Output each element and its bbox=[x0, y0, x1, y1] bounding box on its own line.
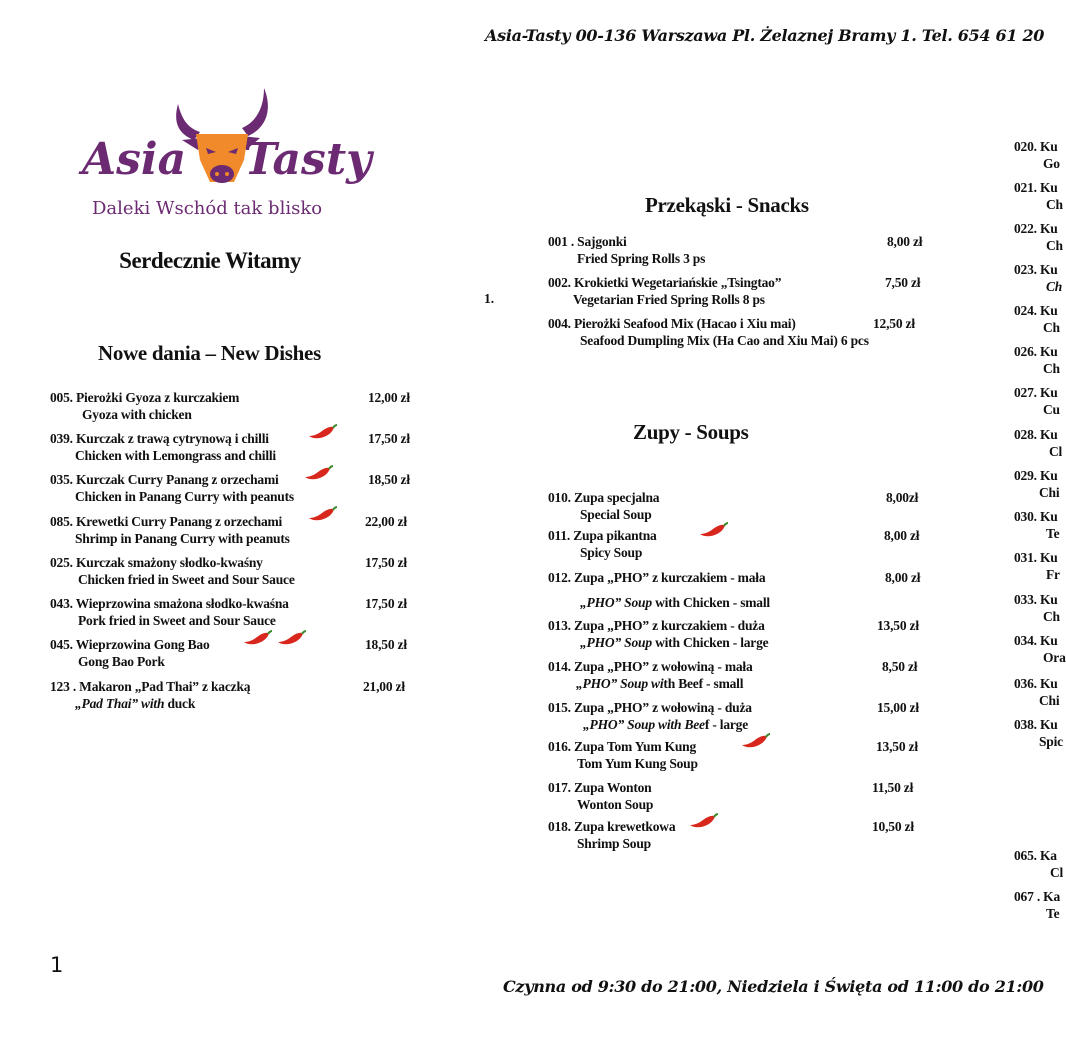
chili-pepper-icon bbox=[689, 813, 719, 831]
list-item: 017. Zupa Wonton Wonton Soup bbox=[548, 780, 654, 812]
item-price: 22,00 zł bbox=[365, 514, 407, 529]
list-item: 026. Ku Ch bbox=[1014, 344, 1060, 376]
list-item: 030. Ku Te bbox=[1014, 509, 1060, 541]
item-price: 8,00 zł bbox=[887, 234, 923, 249]
chili-pepper-icon bbox=[699, 522, 729, 540]
list-item: 023. Ku Ch bbox=[1014, 262, 1063, 294]
item-price: 17,50 zł bbox=[365, 555, 407, 570]
list-item: 027. Ku Cu bbox=[1014, 385, 1060, 417]
item-price: 7,50 zł bbox=[885, 275, 921, 290]
logo-tagline: Daleki Wschód tak blisko bbox=[92, 198, 323, 219]
list-item: 022. Ku Ch bbox=[1014, 221, 1063, 253]
chili-pepper-icon bbox=[243, 630, 273, 648]
chili-pepper-icon bbox=[308, 424, 338, 442]
list-item: 004. Pierożki Seafood Mix (Hacao i Xiu mai) Seafood Dumpling Mix (Ha Cao and Xiu Mai) 6 pcs bbox=[548, 316, 869, 348]
page-number: 1 bbox=[50, 953, 64, 977]
list-item: 001 . Sajgonki Fried Spring Rolls 3 ps bbox=[548, 234, 706, 266]
welcome-heading: Serdecznie Witamy bbox=[119, 248, 301, 273]
list-item: 011. Zupa pikantna Spicy Soup bbox=[548, 528, 657, 560]
list-item: 029. Ku Chi bbox=[1014, 468, 1060, 500]
list-item: 123 . Makaron „Pad Thai” z kaczką „Pad Thai” with duck bbox=[50, 679, 251, 711]
item-price: 12,00 zł bbox=[368, 390, 410, 405]
list-item: 038. Ku Spic bbox=[1014, 717, 1063, 749]
list-item: 016. Zupa Tom Yum Kung Tom Yum Kung Soup bbox=[548, 739, 698, 771]
list-item: 035. Kurczak Curry Panang z orzechami Chicken in Panang Curry with peanuts bbox=[50, 472, 294, 504]
list-item: 045. Wieprzowina Gong Bao Gong Bao Pork bbox=[50, 637, 210, 669]
chili-pepper-icon bbox=[277, 630, 307, 648]
list-item: 024. Ku Ch bbox=[1014, 303, 1060, 335]
list-item: 085. Krewetki Curry Panang z orzechami Shrimp in Panang Curry with peanuts bbox=[50, 514, 290, 546]
asia-tasty-logo bbox=[78, 82, 372, 227]
list-item: 021. Ku Ch bbox=[1014, 180, 1063, 212]
new-dishes-title: Nowe dania – New Dishes bbox=[98, 341, 321, 365]
restaurant-address-header: Asia-Tasty 00-136 Warszawa Pl. Żelaznej Bramy 1. Tel. 654 61 20 bbox=[485, 26, 1045, 45]
chili-pepper-icon bbox=[308, 506, 338, 524]
item-price: 12,50 zł bbox=[873, 316, 915, 331]
list-item: 033. Ku Ch bbox=[1014, 592, 1060, 624]
item-price: 8,50 zł bbox=[882, 659, 918, 674]
list-item: 036. Ku Chi bbox=[1014, 676, 1060, 708]
item-price: 10,50 zł bbox=[872, 819, 914, 834]
snacks-title: Przekąski - Snacks bbox=[645, 193, 809, 217]
list-item: 015. Zupa „PHO” z wołowiną - duża „PHO” Soup with Beef - large bbox=[548, 700, 752, 732]
list-item: 013. Zupa „PHO” z kurczakiem - duża „PHO” Soup with Chicken - large bbox=[548, 618, 769, 650]
list-item: 010. Zupa specjalna Special Soup bbox=[548, 490, 660, 522]
item-price: 18,50 zł bbox=[368, 472, 410, 487]
list-item: 034. Ku Ora bbox=[1014, 633, 1066, 665]
item-price: 8,00zł bbox=[886, 490, 919, 505]
item-price: 13,50 zł bbox=[877, 618, 919, 633]
list-item: 031. Ku Fr bbox=[1014, 550, 1060, 582]
list-item: 018. Zupa krewetkowa Shrimp Soup bbox=[548, 819, 676, 851]
soups-title: Zupy - Soups bbox=[633, 420, 749, 444]
list-item: 065. Ka Cl bbox=[1014, 848, 1064, 880]
list-item: 039. Kurczak z trawą cytrynową i chilli Chicken with Lemongrass and chilli bbox=[50, 431, 276, 463]
list-item: 067 . Ka Te bbox=[1014, 889, 1061, 921]
item-price: 17,50 zł bbox=[368, 431, 410, 446]
logo-word-asia: Asia bbox=[82, 134, 187, 185]
list-item: 025. Kurczak smażony słodko-kwaśny Chicken fried in Sweet and Sour Sauce bbox=[50, 555, 295, 587]
list-item: 028. Ku Cl bbox=[1014, 427, 1063, 459]
item-price: 13,50 zł bbox=[876, 739, 918, 754]
list-item: 012. Zupa „PHO” z kurczakiem - mała „PHO” Soup with Chicken - small bbox=[548, 570, 770, 610]
list-item: 043. Wieprzowina smażona słodko-kwaśna Pork fried in Sweet and Sour Sauce bbox=[50, 596, 289, 628]
item-price: 8,00 zł bbox=[884, 528, 920, 543]
chili-pepper-icon bbox=[304, 465, 334, 483]
opening-hours-footer: Czynna od 9:30 do 21:00, Niedziela i Święta od 11:00 do 21:00 bbox=[503, 977, 1044, 996]
item-price: 18,50 zł bbox=[365, 637, 407, 652]
item-price: 8,00 zł bbox=[885, 570, 921, 585]
logo-word-tasty: Tasty bbox=[244, 134, 372, 185]
list-item: 014. Zupa „PHO” z wołowiną - mała „PHO” Soup with Beef - small bbox=[548, 659, 753, 691]
list-item: 020. Ku Go bbox=[1014, 139, 1060, 171]
item-price: 17,50 zł bbox=[365, 596, 407, 611]
item-price: 21,00 zł bbox=[363, 679, 405, 694]
item-price: 15,00 zł bbox=[877, 700, 919, 715]
list-item: 002. Krokietki Wegetariańskie „Tsingtao” Vegetarian Fried Spring Rolls 8 ps bbox=[548, 275, 782, 307]
item-price: 11,50 zł bbox=[872, 780, 914, 795]
list-item: 005. Pierożki Gyoza z kurczakiem Gyoza with chicken bbox=[50, 390, 240, 422]
chili-pepper-icon bbox=[741, 733, 771, 751]
stray-number: 1. bbox=[484, 291, 495, 306]
